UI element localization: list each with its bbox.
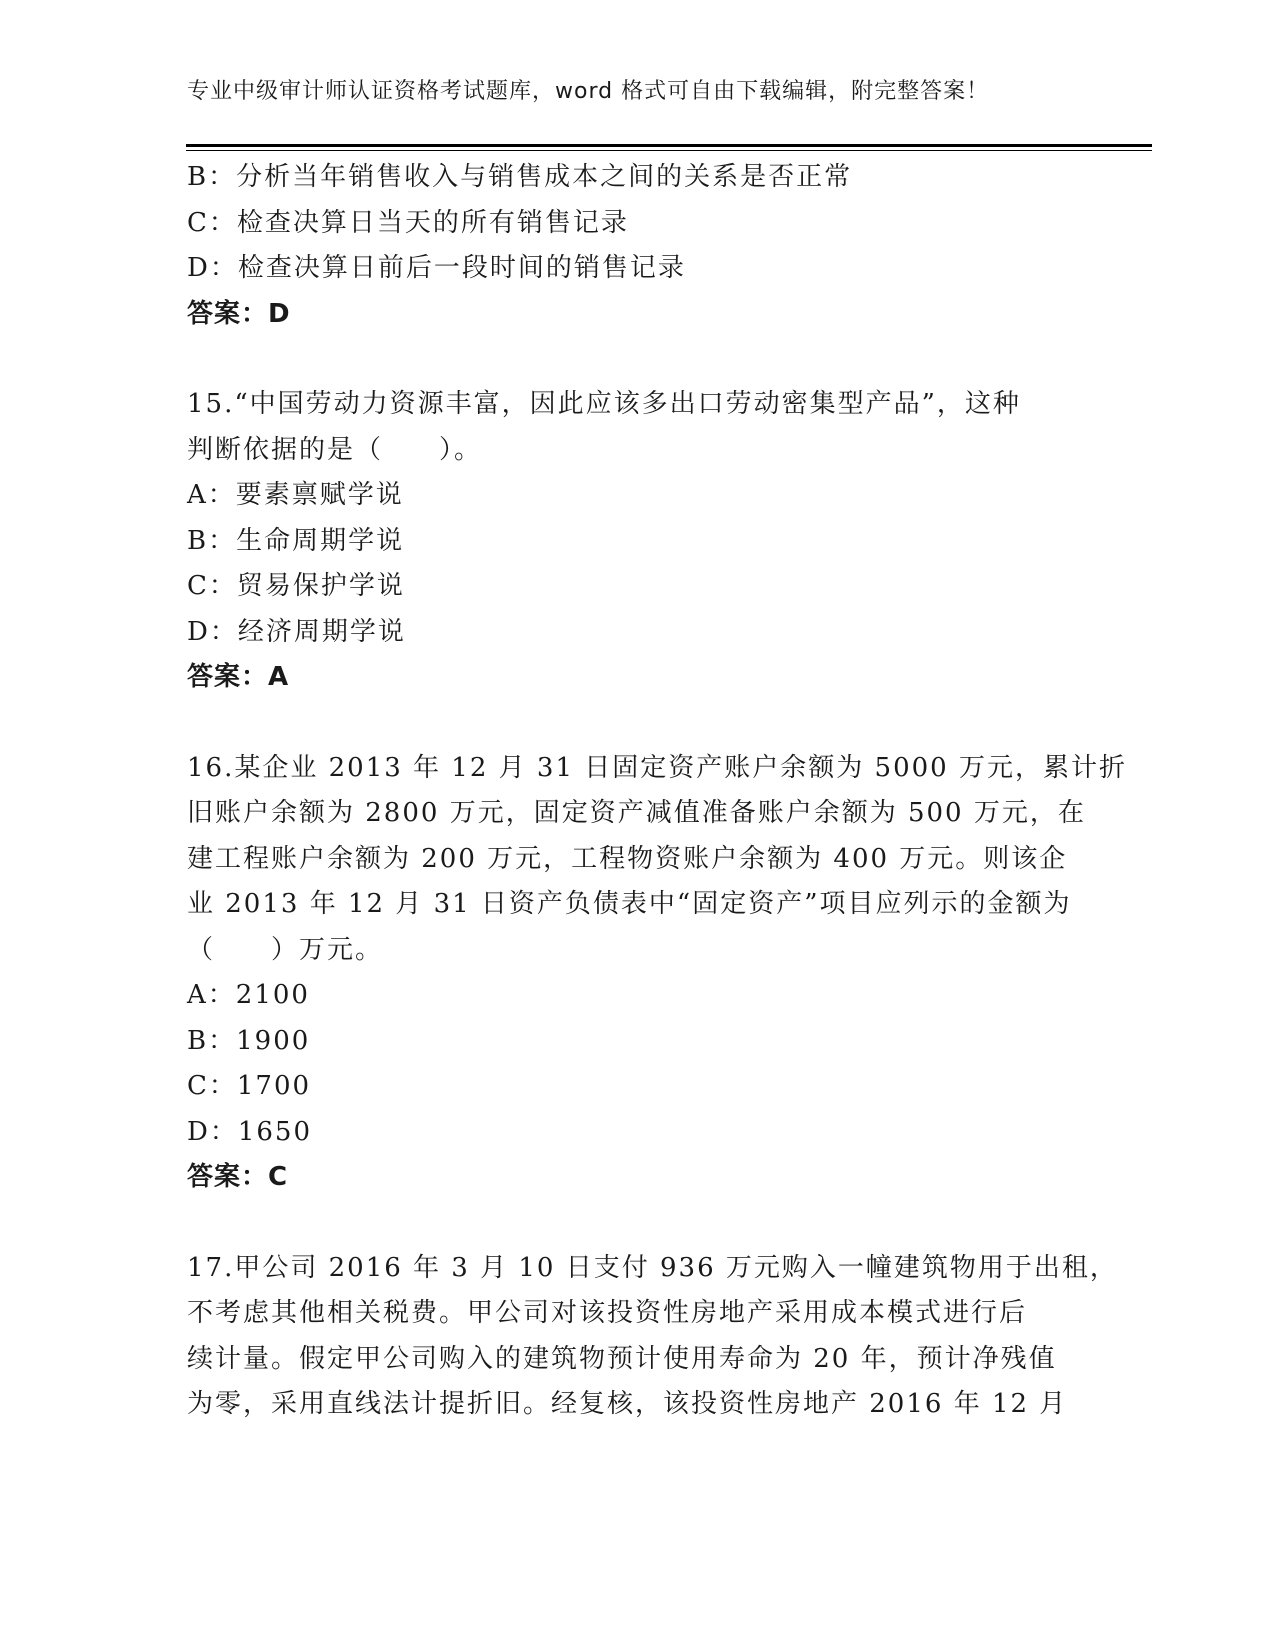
page-header: 专业中级审计师认证资格考试题库，word 格式可自由下载编辑，附完整答案！ <box>187 79 990 104</box>
option-d: D：检查决算日前后一段时间的销售记录 <box>187 253 686 283</box>
question-14 <box>187 155 1077 337</box>
question-stem: 17.甲公司 2016 年 3 月 10 日支付 936 万元购入一幢建筑物用于出租， <box>187 1252 1118 1283</box>
option-b: B：1900 <box>187 1025 311 1056</box>
spacer <box>187 1201 1077 1246</box>
question-stem: 15.“中国劳动力资源丰富，因此应该多出口劳动密集型产品”，这种 <box>187 389 1021 419</box>
answer: 答案：A <box>187 662 290 692</box>
question-16 <box>187 746 1127 1201</box>
question-stem: （ ）万元。 <box>187 934 384 965</box>
option-b: B：分析当年销售收入与销售成本之间的关系是否正常 <box>187 162 853 192</box>
question-stem: 不考虑其他相关税费。甲公司对该投资性房地产采用成本模式进行后 <box>187 1298 1028 1328</box>
spacer <box>187 337 1077 382</box>
option-a: A：2100 <box>187 980 310 1010</box>
option-a: A：要素禀赋学说 <box>187 480 404 510</box>
question-stem: 判断依据的是（ ）。 <box>187 434 483 465</box>
option-d: D：经济周期学说 <box>187 616 406 647</box>
question-stem: 续计量。假定甲公司购入的建筑物预计使用寿命为 20 年，预计净残值 <box>187 1343 1057 1374</box>
question-15 <box>187 382 1077 701</box>
question-stem: 16.某企业 2013 年 12 月 31 日固定资产账户余额为 5000 万元，累计折 <box>187 752 1127 783</box>
question-stem: 业 2013 年 12 月 31 日资产负债表中“固定资产”项目应列示的金额为 <box>187 889 1072 919</box>
answer: 答案：C <box>187 1162 289 1192</box>
option-c: C：检查决算日当天的所有销售记录 <box>187 207 629 238</box>
option-c: C：1700 <box>187 1071 312 1101</box>
question-stem: 建工程账户余额为 200 万元，工程物资账户余额为 400 万元。则该企 <box>187 843 1068 874</box>
option-d: D：1650 <box>187 1116 313 1147</box>
question-stem: 为零，采用直线法计提折旧。经复核，该投资性房地产 2016 年 12 月 <box>187 1389 1068 1419</box>
question-stem: 旧账户余额为 2800 万元，固定资产减值准备账户余额为 500 万元，在 <box>187 798 1086 828</box>
header-rule-thick <box>186 144 1152 147</box>
header-rule-thin <box>186 150 1152 151</box>
question-17 <box>187 1246 1118 1428</box>
option-b: B：生命周期学说 <box>187 525 405 556</box>
document-body <box>187 155 1127 1428</box>
answer: 答案：D <box>187 298 291 329</box>
option-c: C：贸易保护学说 <box>187 571 405 601</box>
spacer <box>187 701 1077 746</box>
